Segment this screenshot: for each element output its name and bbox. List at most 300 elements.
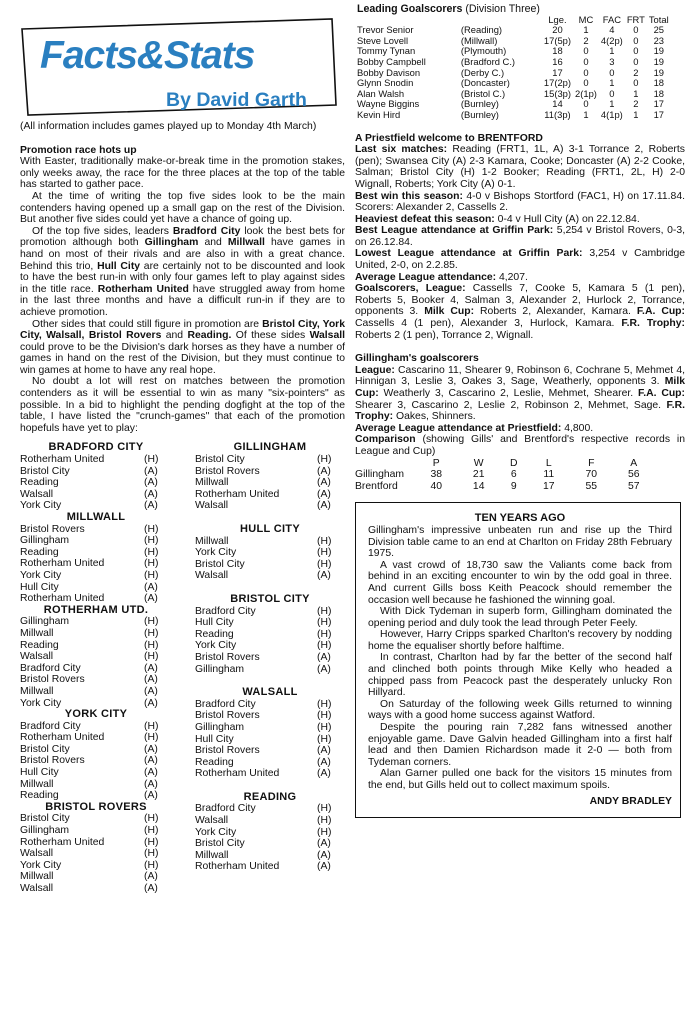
venue: (A) [144,755,158,767]
goal-count: 17(5p) [543,34,572,46]
fixture-row [195,477,345,489]
venue: (H) [144,523,159,535]
team-name: Rotherham United [97,283,189,295]
team-heading: BRADFORD CITY [48,441,144,454]
fixture-row [20,570,172,582]
venue: (A) [144,593,158,605]
fixture-row [195,827,345,839]
fixture-row [20,732,172,744]
club-name: (Burnley) [460,98,499,110]
column-header: FRT [626,13,645,25]
venue: (H) [144,639,159,651]
team-name: Brentford [355,480,398,492]
team-name: Hull City [97,260,141,272]
fixture-row [195,757,345,769]
stat-value: 17 [543,480,555,492]
text-run: and [198,237,228,249]
opponent: Bristol Rovers [20,523,85,535]
fixture-row [195,815,345,827]
table-row [355,469,655,481]
fixture-row [20,674,172,686]
fixture-row [20,558,172,570]
text-run: Of these sides [231,330,310,342]
venue: (H) [144,836,159,848]
fixture-row [20,535,172,547]
opponent: Bradford City [195,803,256,815]
club-name: (Burnley) [460,108,499,120]
venue: (A) [144,477,158,489]
text-run: Weatherly 3, Cascarino 2, Leslie, Mehmet, Shearer. [378,388,638,399]
info-item [355,283,685,341]
fixture-row [20,582,172,594]
opponent: Millwall [195,849,229,861]
goal-count: 4 [609,24,615,36]
goal-count: 1 [583,24,589,36]
venue: (H) [317,698,332,710]
venue: (A) [144,674,158,686]
opponent: Rotherham United [20,593,105,605]
ten-years-article [368,525,672,792]
article-paragraph: In contrast, Charlton had by far the better of the second half and clinched both points through Mike Kelly who headed a chipped pass from Peacock past the desperately unlucky Ron Hillyard. [368,652,672,699]
fixture-row [20,466,172,478]
column-header: FAC [602,13,621,25]
goal-count: 2 [583,34,589,46]
venue: (H) [144,546,159,558]
goal-count: 15(3p) [543,87,572,99]
fixture-row [195,536,345,548]
venue: (A) [317,838,331,850]
info-item [355,365,685,423]
venue: (A) [144,883,158,894]
club-name: (Doncaster) [460,77,510,89]
fixture-row [195,722,345,734]
venue: (A) [144,662,158,674]
opponent: Reading [20,477,59,489]
venue: (A) [144,465,158,477]
opponent: Millwall [20,778,54,790]
stat-value: 57 [627,480,640,492]
player-name: Tommy Tynan [357,45,416,57]
opponent: Millwall [195,535,229,547]
opponent: Gillingham [20,616,70,628]
stat-value: 38 [430,469,443,481]
fixture-row [20,663,172,675]
goal-count: 1 [609,77,615,89]
table-row [355,481,655,493]
opponent: Rotherham United [20,732,105,744]
venue: (H) [317,826,332,838]
text-run: have struggled away from home in the last three months and have a difficult run-in if they are to achieve promotion. [20,283,345,318]
goal-count: 19 [653,55,664,67]
item-label: F.R. Trophy: [355,399,685,423]
goal-count: 2(1p) [575,87,597,99]
text-run: 3,254 v Cambridge United, 2-0, on 2.2.85. [355,248,686,272]
item-label: Milk Cup: [424,306,475,318]
text-run: Cascarino 11, Shearer 9, Robinson 6, Cochrane 5, Mehmet 4, Hinnigan 3, Leslie 3, Oakes 3, Sage, Weatherly, opponents 3. [355,364,685,388]
opponent: Bradford City [20,662,81,674]
goal-count: 4(1p) [600,108,623,120]
opponent: Gillingham [20,825,70,837]
player-name: Wayne Biggins [357,98,420,110]
venue: (H) [144,535,159,547]
promotion-article [20,156,345,434]
team-heading: YORK CITY [64,708,128,721]
fixture-row [20,547,172,559]
opponent: Bristol City [195,558,245,570]
promotion-heading: Promotion race hots up [20,144,137,156]
goal-count: 14 [552,98,563,110]
fixture-row [195,768,345,780]
article-paragraph: On Saturday of the following week Gills returned to winning ways with a good home success against Watford. [368,698,672,722]
fixture-row [195,466,345,478]
promotion-paragraph [20,156,345,191]
venue: (A) [317,651,331,663]
opponent: Rotherham United [20,558,105,570]
team-name: Bradford City [172,225,241,237]
fixture-row [195,652,345,664]
fixture-row [20,686,172,698]
text-run: Cassells 4 (1 pen), Alexander 3, Hurlock, Kamara. [355,318,622,330]
opponent: Bristol City [20,743,70,755]
fixture-row [195,745,345,757]
promotion-paragraph [20,376,345,434]
fixture-row [20,871,172,883]
fixture-row [20,837,172,849]
article-paragraph: Gillingham's impressive unbeaten run and rise up the Third Division table came to an end at Charlton on Friday 28th February 1975. [368,524,672,560]
fixture-row [195,629,345,641]
item-label: League: [355,364,395,376]
opponent: Rotherham United [20,454,105,466]
goal-count: 18 [653,77,664,89]
team-heading: BRISTOL ROVERS [45,800,147,813]
goalscorers-title-cell [355,4,542,15]
brentford-heading: A Priestfield welcome to BRENTFORD [355,132,543,144]
stat-value: 55 [585,480,598,492]
fixture-row [195,559,345,571]
opponent: Hull City [20,767,59,779]
venue: (A) [317,849,331,861]
text-run: could prove to be the Division's dark horses as they have a number of games in hand on the rest of the Division, but they must continue to win games at home to have any real hope. [20,341,345,376]
fixtures-table [20,442,345,894]
info-item [355,225,685,248]
player-name: Bobby Campbell [357,55,426,67]
page-title: Facts&Stats [40,34,255,77]
fixture-row [20,651,172,663]
info-item [355,248,685,271]
column-header: L [545,457,552,469]
team-heading: BRISTOL CITY [230,592,310,605]
fixture-row [195,500,345,512]
opponent: Reading [20,546,59,558]
opponent: Reading [20,790,59,802]
venue: (H) [144,454,159,466]
goal-count: 0 [583,77,589,89]
fixture-row [20,593,172,605]
stat-value: 21 [472,469,485,481]
table-row [355,110,671,121]
fixture-row [195,861,345,873]
promotion-paragraph [20,319,345,377]
author: ANDY BRADLEY [589,795,672,807]
goal-count: 23 [653,34,664,46]
goal-count: 0 [633,77,639,89]
venue: (H) [317,640,332,652]
item-label: Best League attendance at Griffin Park: [355,225,554,237]
venue: (A) [144,767,158,779]
fixtures-right-column [195,442,345,894]
stat-value: 11 [543,469,555,481]
venue: (A) [317,663,331,675]
venue: (H) [144,825,159,837]
venue: (A) [317,500,331,512]
goal-count: 1 [633,108,639,120]
fixture-row [20,848,172,860]
opponent: Bristol Rovers [195,745,260,757]
text-run: 5,254 v Bristol Rovers, 0-3, on 26.12.84. [355,225,685,248]
stat-value: 40 [430,480,443,492]
goal-count: 0 [633,24,639,36]
opponent: Bristol Rovers [20,755,85,767]
player-name: Steve Lovell [357,34,409,46]
item-label: Milk Cup: [355,376,685,399]
text-run: Reading (FRT1, 1L, A) 3-1 Torrance 2, Roberts (pen); Swansea City (A) 2-3 Kamara, Cooke; Doncaster (A) 2-2 Cooke, Salman; Bristol City (H) 1-2 Booker; Reading (FRT1, 2L, H) 2-0 Wignall, Roberts; York City (A) 0-1. [355,144,685,190]
goal-count: 2 [633,98,639,110]
goal-count: 16 [552,55,563,67]
column-header: A [630,457,638,469]
goal-count: 11(3p) [544,108,571,120]
fixture-row [195,606,345,618]
goal-count: 17 [552,66,563,78]
fixtures-left-column [20,442,172,894]
fixture-row [195,489,345,501]
opponent: Millwall [195,477,229,489]
opponent: Walsall [20,848,54,860]
item-label: Average League attendance at Priestfield: [355,422,562,434]
venue: (H) [144,732,159,744]
opponent: Bristol City [195,838,245,850]
venue: (A) [317,756,331,768]
text-run: (showing Gills' and Brentford's respective records in League and Cup) [355,434,685,457]
goal-count: 25 [653,24,664,36]
club-name: (Bristol C.) [460,87,506,99]
column-header: MC [578,13,594,25]
goalscorers-heading: Leading Goalscorers [357,3,463,15]
opponent: Bradford City [195,605,256,617]
opponent: Millwall [20,871,54,883]
venue: (A) [144,790,158,802]
fixture-row [195,838,345,850]
team-name: Millwall [227,237,265,249]
gills-article [355,365,685,458]
venue: (A) [144,778,158,790]
item-label: F.A. Cup: [638,388,685,399]
opponent: Bristol Rovers [195,651,260,663]
text-run: Shearer 3, Cascarino 2, Leslie 2, Robinson 2, Mehmet, Sage. [355,399,667,411]
player-name: Glynn Snodin [357,77,414,89]
text-run: look the best bets for promotion although both [20,225,346,249]
byline: By David Garth [166,89,307,111]
column-header: F [588,457,595,469]
venue: (H) [317,617,332,629]
info-item [355,423,685,435]
venue: (A) [317,465,331,477]
column-header: W [473,457,484,469]
venue: (A) [317,488,331,500]
goal-count: 0 [583,55,589,67]
goal-count: 1 [609,98,615,110]
goal-count: 1 [633,87,639,99]
goal-count: 0 [609,87,615,99]
text-run: 4-0 v Bishops Stortford (FAC1, H) on 17.11.84. Scorers: Alexander 2, Cassells 2. [355,190,685,214]
venue: (H) [317,628,332,640]
club-name: (Plymouth) [460,45,507,57]
article-paragraph: With Dick Tydeman in superb form, Gillingham dominated the opening period and duly took the lead through Peter Feely. [368,606,672,629]
text-run: Of the top five sides, leaders [32,225,173,237]
venue: (H) [317,733,332,745]
venue: (A) [317,745,331,757]
team-name: Gillingham [144,237,199,249]
goalscorers-table [355,4,671,121]
venue: (H) [144,848,159,860]
table-row [355,99,671,110]
fixture-row [195,547,345,559]
opponent: Reading [20,639,59,651]
opponent: Walsall [20,651,54,663]
article-paragraph: Despite the pouring rain 7,282 fans witnessed another enjoyable game. Dave Galvin headed Gillingham into a first half lead and then Damien Richardson made it 2-0 — both from Tydeman corners. [368,722,672,768]
info-item [355,272,685,284]
goal-count: 0 [633,55,639,67]
venue: (A) [144,488,158,500]
opponent: Hull City [195,733,234,745]
fixture-row [20,883,172,895]
fixture-row [20,477,172,489]
fixture-row [195,664,345,676]
opponent: Bristol City [20,813,70,825]
venue: (H) [317,605,332,617]
item-label: Lowest League attendance at Griffin Park: [355,248,583,260]
venue: (A) [317,477,331,489]
fixture-row [20,489,172,501]
opponent: Bristol Rovers [195,710,260,722]
goalscorers-subheading: (Division Three) [465,3,540,15]
opponent: Walsall [195,815,229,827]
team-heading: WALSALL [242,686,298,699]
goal-count: 18 [653,87,664,99]
text-run: 4,207. [496,271,528,283]
venue: (A) [144,685,158,697]
opponent: York City [195,640,237,652]
info-item [355,191,685,214]
stat-value: 70 [585,469,598,481]
opponent: Hull City [20,581,59,593]
goal-count: 2 [633,66,639,78]
ten-years-box [355,502,681,818]
team-heading: ROTHERHAM UTD. [43,603,149,616]
venue: (H) [144,859,159,871]
text-run: are certainly not to be discounted and look to have the best run-in with only four games left to play against sides in the title race. [20,260,345,295]
venue: (H) [317,721,332,733]
column-header: P [432,457,440,469]
fixture-row [20,628,172,640]
goal-count: 17 [653,98,664,110]
goal-count: 18 [552,45,563,57]
item-label: Last six matches: [355,144,448,156]
opponent: Gillingham [195,663,245,675]
venue: (A) [317,570,331,582]
opponent: Bristol City [20,465,70,477]
item-label: Comparison [355,434,416,446]
comparison-table [355,458,655,493]
opponent: Reading [195,756,234,768]
text-run: Roberts 2 (1 pen), Torrance 2, Wignall. [355,329,534,341]
player-name: Trevor Senior [357,24,414,36]
text-run: 4,800. [561,422,594,434]
goal-count: 0 [583,66,589,78]
goal-count: 0 [609,66,615,78]
venue: (A) [144,697,158,709]
text-run: have games in hand on most of their rivals and are also in with a great chance. Behind this trio, [20,237,345,272]
brentford-article [355,144,685,341]
opponent: Bristol City [195,454,245,466]
fixture-row [20,744,172,756]
goal-count: 17 [653,108,664,120]
text-run: With Easter, traditionally make-or-break time in the promotion stakes, only weeks away, the race for the three places at the top of the table has started to gather pace. [20,156,345,191]
fixture-row [195,734,345,746]
info-item [355,214,685,226]
article-paragraph: A vast crowd of 18,730 saw the Valiants come back from behind in an exciting encounter to win by the odd goal in three. And current Gills boss Keith Peacock should remember the occasion well because he fashioned the winning goal. [368,559,672,606]
player-name: Alan Walsh [357,87,405,99]
opponent: York City [195,547,237,559]
venue: (A) [144,743,158,755]
info-item [355,434,685,457]
text-run: Roberts 2, Alexander, Kamara. [474,306,637,318]
team-heading: MILLWALL [66,511,126,523]
opponent: York City [20,697,62,709]
opponent: Millwall [20,627,54,639]
opponent: Bradford City [20,720,81,732]
venue: (H) [317,454,332,466]
team-heading: READING [243,790,297,803]
club-name: (Bradford C.) [460,55,516,67]
stat-value: 9 [510,480,517,492]
opponent: Walsall [20,883,54,894]
text-run: 0-4 v Hull City (A) on 22.12.84. [494,213,640,225]
goal-count: 0 [583,98,589,110]
venue: (H) [144,627,159,639]
goal-count: 4(2p) [600,34,623,46]
opponent: Millwall [20,685,54,697]
fixture-row [20,860,172,872]
promotion-paragraph [20,226,345,319]
left-column [20,0,345,895]
item-label: Heaviest defeat this season: [355,213,495,225]
fixture-row [195,803,345,815]
text-run: and [161,330,188,342]
item-label: F.A. Cup: [636,306,685,318]
opponent: Walsall [195,570,229,582]
title-banner [20,17,338,117]
team-heading: GILLINGHAM [233,441,307,454]
goal-count: 19 [653,66,664,78]
column-header: D [509,457,518,469]
opponent: York City [20,500,62,512]
promotion-paragraph [20,191,345,226]
fixture-row [20,721,172,733]
venue: (H) [317,803,332,815]
fixture-row [195,850,345,862]
venue: (A) [317,861,331,873]
fixture-row [20,825,172,837]
